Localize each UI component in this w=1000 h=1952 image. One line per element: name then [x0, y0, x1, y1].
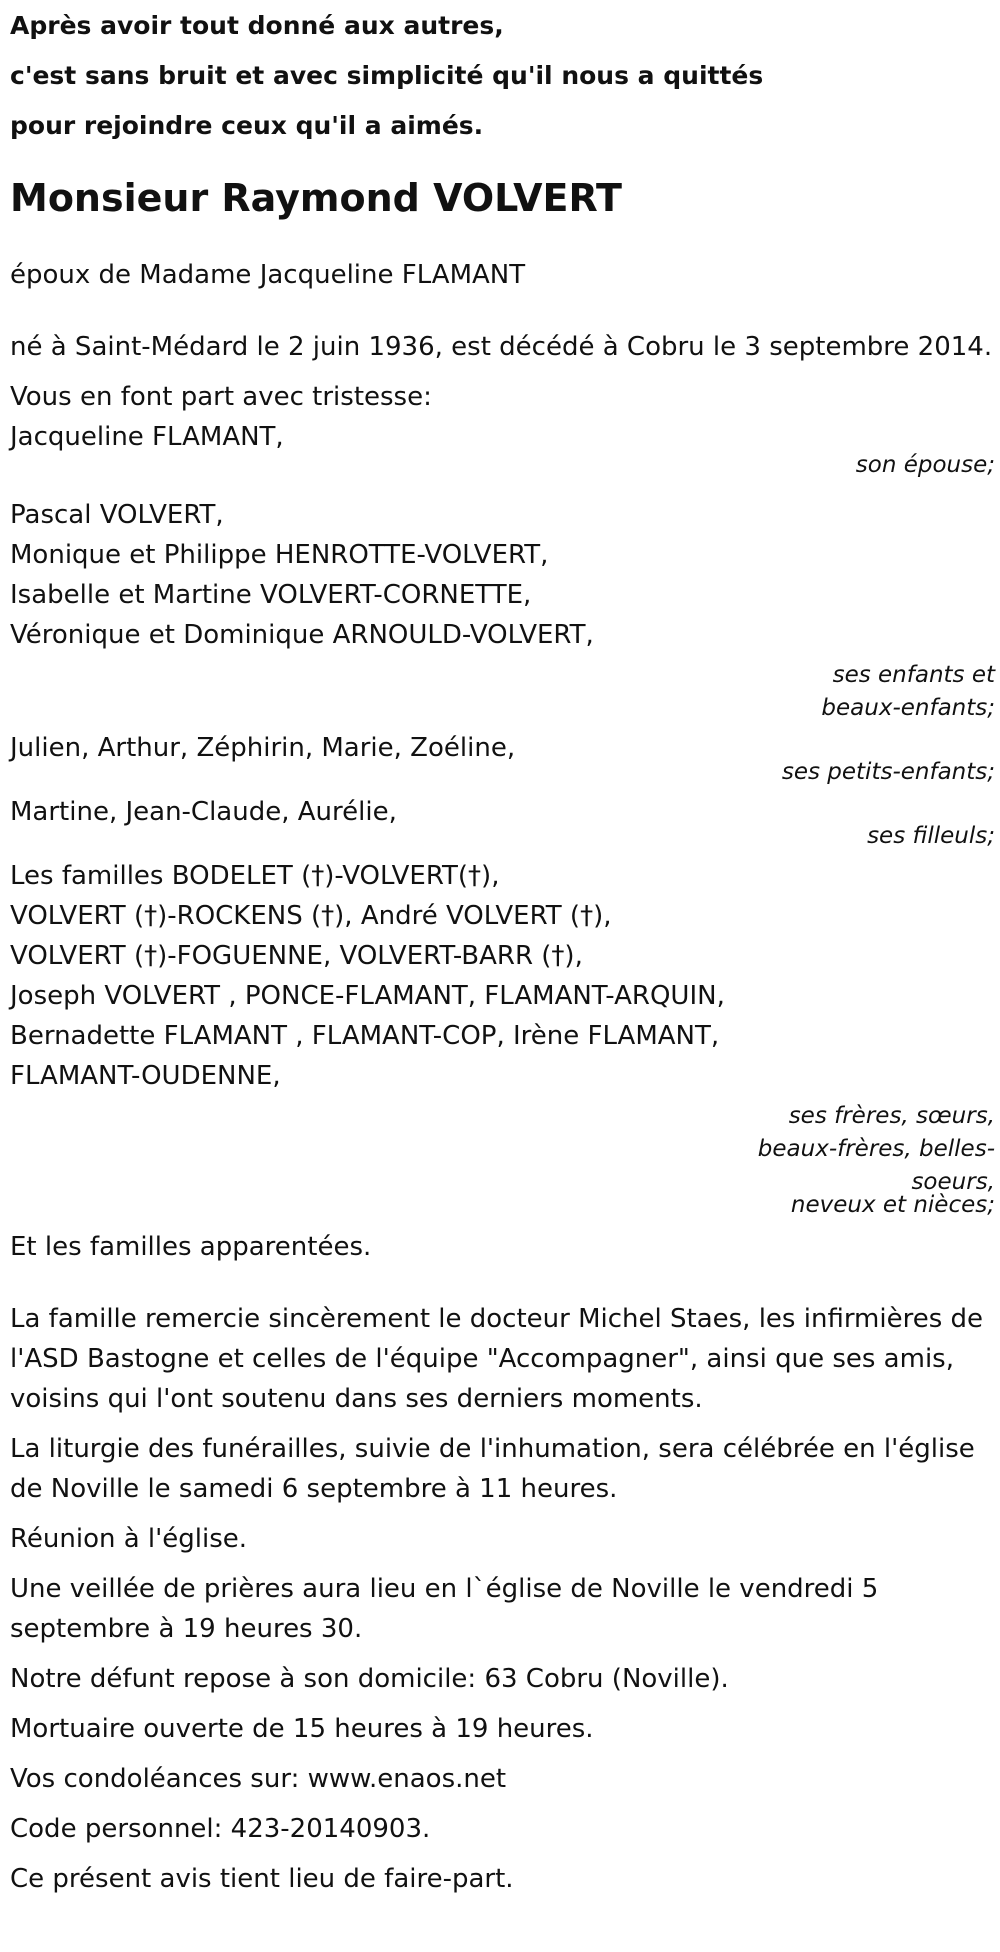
epigraph — [10, 1, 1000, 151]
relation-label: beaux-enfants; — [821, 695, 995, 721]
rest-text: Notre défunt repose à son domicile: 63 Cobru (Noville). — [10, 1664, 729, 1694]
family-member: VOLVERT (†)-FOGUENNE, VOLVERT-BARR (†), — [10, 941, 583, 971]
personal-code-text: Code personnel: 423-20140903. — [10, 1814, 431, 1844]
relation-label: beaux-frères, belles- — [757, 1136, 995, 1162]
family-member: Jacqueline FLAMANT, — [10, 422, 284, 452]
family-group-siblings — [10, 856, 1000, 1217]
epigraph-line-1: Après avoir tout donné aux autres, — [10, 11, 504, 40]
birth-death-text: né à Saint-Médard le 2 juin 1936, est décédé à Cobru le 3 septembre 2014. — [10, 332, 993, 362]
family-group-spouse — [10, 417, 1000, 485]
family-member: Les familles BODELET (†)-VOLVERT(†), — [10, 861, 500, 891]
family-member: Isabelle et Martine VOLVERT-CORNETTE, — [10, 580, 532, 610]
spouse-line: époux de Madame Jacqueline FLAMANT — [10, 260, 526, 290]
family-group-children — [10, 495, 1000, 728]
related-families-text: Et les familles apparentées. — [10, 1232, 372, 1262]
relation-label: ses petits-enfants; — [781, 759, 995, 785]
deceased-name: Monsieur Raymond VOLVERT — [10, 176, 622, 220]
relation-label: son épouse; — [855, 452, 995, 478]
notice-text: Ce présent avis tient lieu de faire-part. — [10, 1864, 514, 1894]
family-member: Pascal VOLVERT, — [10, 500, 224, 530]
thanks-text: La famille remercie sincèrement le docteur Michel Staes, les infirmières de l'ASD Bastogne et celles de l'équipe "Accompagner", ainsi que ses amis, voisins qui l'ont soutenu dans ses derniers moments. — [10, 1304, 984, 1414]
family-member: Joseph VOLVERT , PONCE-FLAMANT, FLAMANT-ARQUIN, — [10, 981, 725, 1011]
family-member: Bernadette FLAMANT , FLAMANT-COP, Irène FLAMANT, — [10, 1021, 720, 1051]
relation-label: neveux et nièces; — [790, 1192, 995, 1218]
family-member: Julien, Arthur, Zéphirin, Marie, Zoéline, — [10, 733, 516, 763]
condolences-text: Vos condoléances sur: www.enaos.net — [10, 1764, 507, 1794]
family-member: FLAMANT-OUDENNE, — [10, 1061, 281, 1091]
family-group-godchildren — [10, 792, 1000, 856]
relation-label: ses frères, sœurs, — [788, 1103, 995, 1129]
relation-label: ses filleuls; — [867, 823, 995, 849]
epigraph-line-3: pour rejoindre ceux qu'il a aimés. — [10, 111, 484, 140]
mortuary-text: Mortuaire ouverte de 15 heures à 19 heures. — [10, 1714, 594, 1744]
family-member: Martine, Jean-Claude, Aurélie, — [10, 797, 397, 827]
family-member: Véronique et Dominique ARNOULD-VOLVERT, — [10, 620, 594, 650]
meeting-text: Réunion à l'église. — [10, 1524, 248, 1554]
intro-text: Vous en font part avec tristesse: — [10, 382, 432, 412]
family-member: Monique et Philippe HENROTTE-VOLVERT, — [10, 540, 549, 570]
liturgy-text: La liturgie des funérailles, suivie de l'inhumation, sera célébrée en l'église de Noville le samedi 6 septembre à 11 heures. — [10, 1434, 975, 1504]
relation-label: ses enfants et — [832, 662, 995, 688]
family-member: VOLVERT (†)-ROCKENS (†), André VOLVERT (†), — [10, 901, 612, 931]
family-group-grandchildren — [10, 728, 1000, 792]
vigil-text: Une veillée de prières aura lieu en l`église de Noville le vendredi 5 septembre à 19 heures 30. — [10, 1574, 879, 1644]
epigraph-line-2: c'est sans bruit et avec simplicité qu'il nous a quittés — [10, 61, 764, 90]
relation-label: soeurs, — [911, 1169, 995, 1195]
